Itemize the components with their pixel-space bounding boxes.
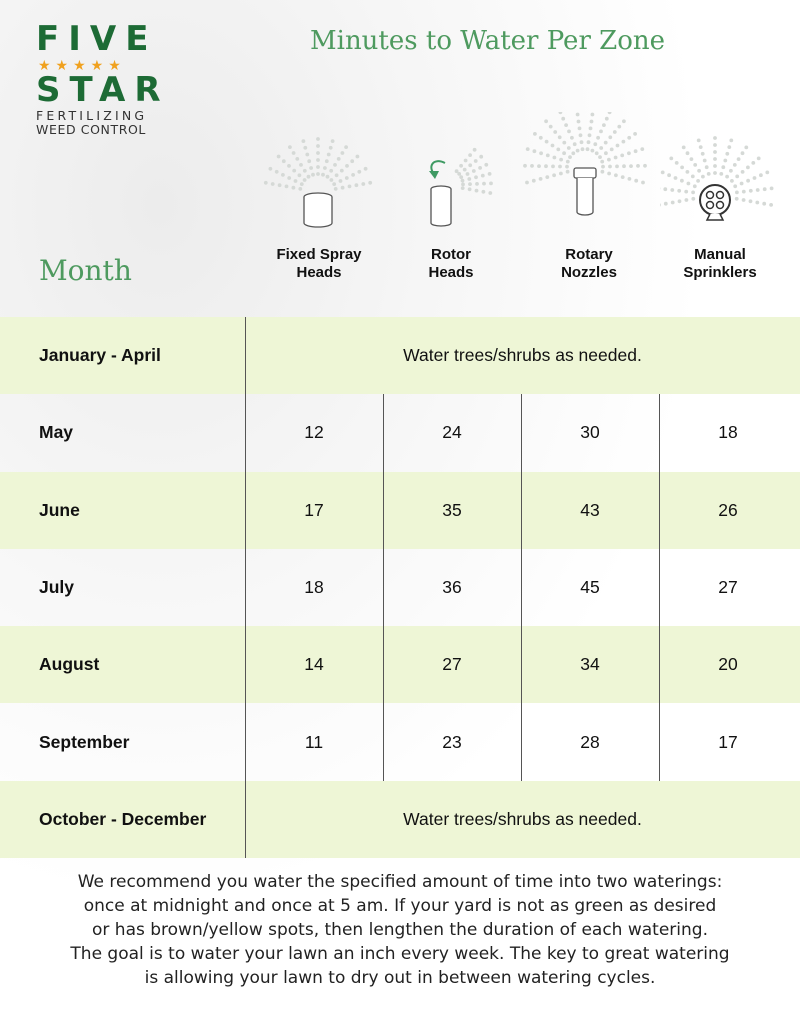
table-row bbox=[0, 394, 800, 471]
cell-fixed-spray: 17 bbox=[304, 499, 324, 520]
cell-fixed-spray: 18 bbox=[304, 577, 324, 598]
row-month: October - December bbox=[39, 808, 207, 829]
footer-line: is allowing your lawn to dry out in between watering cycles. bbox=[144, 968, 656, 988]
column-header-manual: Manual Sprinklers bbox=[683, 246, 757, 281]
page-title: Minutes to Water Per Zone bbox=[310, 26, 665, 56]
column-divider bbox=[383, 394, 384, 781]
row-month: May bbox=[39, 422, 74, 443]
cell-manual: 27 bbox=[718, 577, 738, 598]
row-month: September bbox=[39, 731, 130, 752]
column-header-rotary: Rotary Nozzles bbox=[561, 246, 617, 281]
fixed-spray-head-icon bbox=[250, 130, 390, 240]
table-row bbox=[0, 703, 800, 780]
cell-rotor: 36 bbox=[442, 577, 462, 598]
table-row bbox=[0, 626, 800, 703]
logo-stars: ★★★★★ bbox=[38, 57, 126, 73]
footer-line: We recommend you water the specified amount of time into two waterings: bbox=[77, 872, 723, 892]
cell-rotary: 45 bbox=[580, 577, 600, 598]
watering-table bbox=[0, 317, 800, 858]
month-column-header: Month bbox=[39, 254, 132, 287]
column-divider bbox=[521, 394, 522, 781]
table-row bbox=[0, 549, 800, 626]
table-row bbox=[0, 781, 800, 858]
cell-rotor: 27 bbox=[442, 654, 462, 675]
footer-line: or has brown/yellow spots, then lengthen the duration of each watering. bbox=[92, 920, 708, 940]
cell-rotary: 34 bbox=[580, 654, 600, 675]
column-header-fixed-spray: Fixed Spray Heads bbox=[276, 246, 362, 281]
cell-manual: 18 bbox=[718, 422, 738, 443]
cell-rotor: 24 bbox=[442, 422, 462, 443]
table-row bbox=[0, 472, 800, 549]
row-note: Water trees/shrubs as needed. bbox=[403, 808, 642, 829]
footer-note bbox=[30, 870, 770, 990]
five-star-logo bbox=[36, 19, 170, 137]
logo-line-fertilizing: FERTILIZING bbox=[36, 108, 148, 123]
column-divider bbox=[659, 394, 660, 781]
cell-rotary: 28 bbox=[580, 731, 600, 752]
cell-rotor: 23 bbox=[442, 731, 462, 752]
cell-manual: 26 bbox=[718, 499, 738, 520]
row-month: January - April bbox=[39, 345, 161, 366]
cell-fixed-spray: 12 bbox=[304, 422, 324, 443]
row-month: June bbox=[39, 499, 80, 520]
logo-line-star: STAR bbox=[36, 70, 170, 110]
cell-fixed-spray: 14 bbox=[304, 654, 324, 675]
cell-fixed-spray: 11 bbox=[304, 731, 324, 752]
cell-rotary: 30 bbox=[580, 422, 600, 443]
rotor-head-icon bbox=[405, 145, 495, 235]
logo-line-weed-control: WEED CONTROL bbox=[36, 122, 146, 137]
column-divider bbox=[245, 317, 246, 858]
footer-line: The goal is to water your lawn an inch every week. The key to great watering bbox=[70, 944, 730, 964]
cell-rotary: 43 bbox=[580, 499, 600, 520]
table-row bbox=[0, 317, 800, 394]
column-header-rotor: Rotor Heads bbox=[428, 246, 474, 281]
row-note: Water trees/shrubs as needed. bbox=[403, 345, 642, 366]
row-month: July bbox=[39, 577, 75, 598]
cell-manual: 17 bbox=[718, 731, 738, 752]
rotary-nozzle-icon bbox=[510, 112, 660, 232]
cell-manual: 20 bbox=[718, 654, 738, 675]
footer-line: once at midnight and once at 5 am. If your yard is not as green as desired bbox=[83, 896, 717, 916]
cell-rotor: 35 bbox=[442, 499, 462, 520]
manual-sprinkler-icon bbox=[660, 125, 785, 235]
logo-line-five: FIVE bbox=[36, 19, 158, 59]
row-month: August bbox=[39, 654, 100, 675]
